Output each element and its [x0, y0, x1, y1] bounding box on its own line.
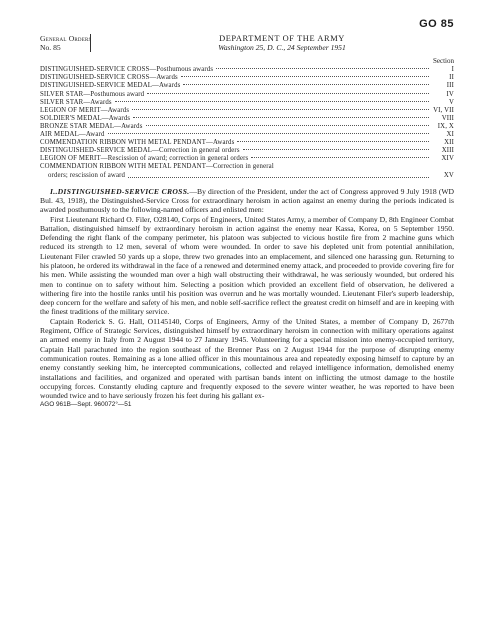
toc-entry: LEGION OF MERIT—Awards VI, VII [40, 106, 454, 114]
toc-entry: SILVER STAR—Posthumous award IV [40, 90, 454, 98]
orders-label: General Orders [40, 34, 92, 43]
table-of-contents [40, 66, 454, 179]
toc-entry: DISTINGUISHED-SERVICE CROSS—Posthumous awards I [40, 66, 454, 74]
section-one-intro: —By direction of the President, under the act of Congress approved 9 July 1918 (WD Bul. 43, 1918), the Distinguished-Service Cross for extraordinary heroism in action against an enemy during the periods indicated is awarded posthumously to the following-named officers and enlisted men: [40, 186, 454, 215]
toc-entry: BRONZE STAR MEDAL—Awards IX, X [40, 122, 454, 130]
toc-entry: LEGION OF MERIT—Rescission of award; correction in general orders XIV [40, 155, 454, 163]
orders-number: No. 85 [40, 43, 61, 53]
header-brace [90, 34, 91, 52]
section-column-label: Section [433, 57, 454, 65]
citation-hall: Captain Roderick S. G. Hall, O1145140, Corps of Engineers, Army of the United States, a member of Company D, 2677th Regiment, Office of Strategic Services, distinguished himself by extraordinary heroism in connection with military operations against an armed enemy in Italy from 2 August 1944 to 27 January 1945. Volunteering for a special mission into enemy-occupied territory, Captain Hall parachuted into the region southeast of the Brenner Pass on 2 August 1944 for the purpose of disrupting enemy communication routes. Remaining as a lone allied officer in this mountainous area and repeatedly exposing himself to capture by an enemy constantly seeking him, he intercepted communications, collected and relayed intelligence information, demolished enemy installations and facilities, and organized and operated with partisan bands intent on inflicting the utmost damage to the hostile occupying forces. Constantly eluding capture and frequently exposed to the severe winter weather, he was reported to have been wounded twice and to have seriously frozen his feet during his gallant ex- [40, 316, 454, 401]
toc-entry: DISTINGUISHED-SERVICE MEDAL—Correction in general orders XIII [40, 147, 454, 155]
header-right [110, 34, 454, 53]
toc-entry: DISTINGUISHED-SERVICE MEDAL—Awards III [40, 82, 454, 90]
section-one [40, 187, 454, 215]
page-footer: AGO 961B—Sept. 960072°—51 [40, 401, 132, 409]
toc-entry: COMMENDATION RIBBON WITH METAL PENDANT—Correction in general orders; rescission of award XV [40, 163, 454, 179]
toc-entry: SOLDIER'S MEDAL—Awards VIII [40, 114, 454, 122]
toc-entry: AIR MEDAL—Award XI [40, 131, 454, 139]
toc-entry: SILVER STAR—Awards V [40, 98, 454, 106]
order-header [40, 34, 454, 56]
department-title: DEPARTMENT OF THE ARMY [219, 34, 345, 43]
citation-filer: First Lieutenant Richard O. Filer, O28140, Corps of Engineers, United States Army, a member of Company D, 8th Engineer Combat Battalion, distinguished himself by extraordinary heroism in action against the enemy near Kassa, Korea, on 5 September 1950. Defending the right flank of the company perimeter, his platoon was subjected to vicious hostile fire from 2 machine guns which reduced its strength to 12 men, several of whom were wounded. In order to save his depleted unit from potential annihilation, Lieutenant Filer crawled 50 yards up a slope, threw two grenades into an emplacement, and silenced one harassing gun. Returning to his platoon, he ordered its withdrawal in the face of a renewed and determined enemy attack, and proceeded to provide covering fire for his men. While assisting the wounded man over a high wall obstructing their withdrawal, he was seriously wounded, but ordered his men to continue on to safety without him. Selecting a position which provided an excellent field of observation, he delivered a withering fire into the hostile ranks until his position was overrun and he was mortally wounded. Lieutenant Filer's superb leadership, deep concern for the welfare and safety of his men, and noble self-sacrifice reflect the greatest credit on himself and are in keeping with the finest traditions of the military service. [40, 214, 454, 317]
toc-entry: COMMENDATION RIBBON WITH METAL PENDANT—Awards XII [40, 139, 454, 147]
section-one-heading: I..DISTINGUISHED-SERVICE CROSS. [50, 186, 190, 196]
toc-entry: DISTINGUISHED-SERVICE CROSS—Awards II [40, 74, 454, 82]
go-number: GO 85 [419, 18, 454, 30]
orders-identifier [40, 34, 100, 53]
place-date: Washington 25, D. C., 24 September 1951 [218, 43, 346, 53]
